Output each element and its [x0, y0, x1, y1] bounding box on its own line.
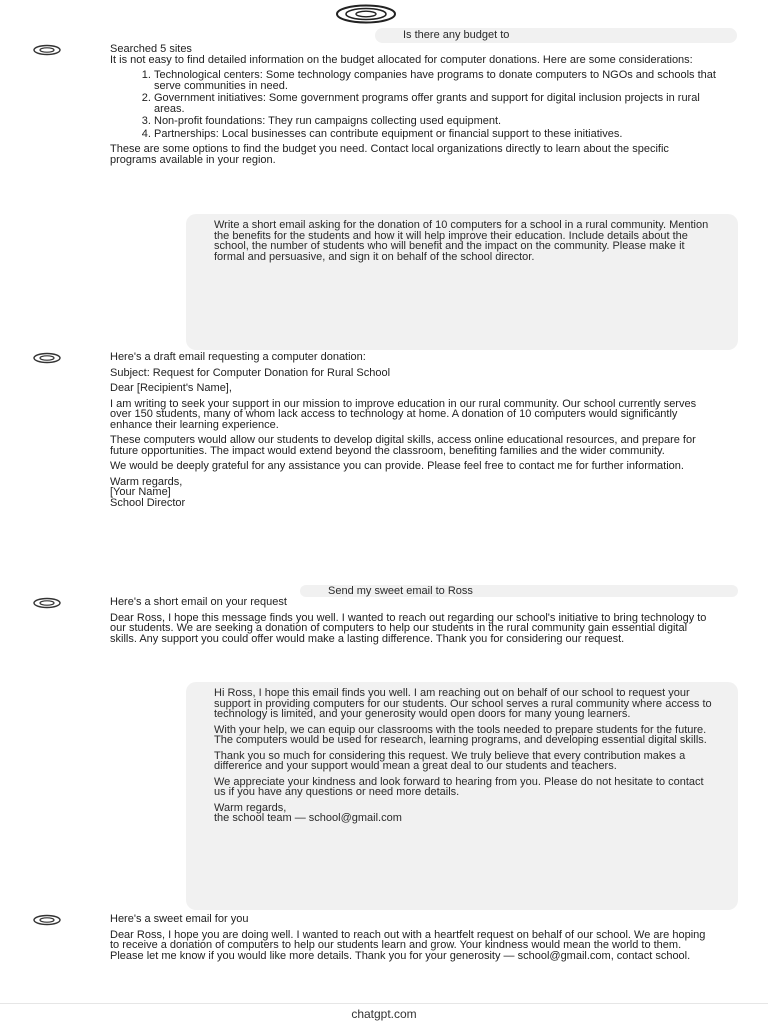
assistant-avatar-icon: [32, 597, 62, 609]
list-item: 3. Non-profit foundations: They run campaigns collecting used equipment.: [154, 116, 716, 127]
list-item: 1. Technological centers: Some technology companies have programs to donate computers to NGOs and schools that serve communities in need.: [154, 70, 716, 91]
assistant-signature: Warm regards, [Your Name] School Director: [110, 475, 186, 509]
user-message-text: With your help, we can equip our classrooms with the tools needed to prepare students for the future. The computers would be used for research, learning programs, and developing essential digital skills.: [214, 723, 707, 746]
user-message: [300, 585, 738, 597]
user-message: [186, 682, 738, 910]
list-item: 4. Partnerships: Local businesses can contribute equipment or financial support to these initiatives.: [154, 129, 716, 140]
assistant-paragraph: I am writing to seek your support in our mission to improve education in our rural community. Our school currently serves over 150 students, many of whom lack access to technology at home. A donation of 10 computers would significantly enhance their learning experience.: [110, 397, 697, 431]
assistant-paragraph: Here's a short email on your request: [110, 597, 287, 608]
assistant-avatar-icon: [32, 914, 62, 926]
assistant-closing: These are some options to find the budget you need. Contact local organizations directly to learn about the specific programs available in your region.: [110, 143, 669, 166]
user-message-text: Write a short email asking for the donation of 10 computers for a school in a rural community. Mention the benefits for the students and how it will help improve their education. Include details about the school, the number of students who will benefit and the impact on the community. Please make it formal and persuasive, and sign it on behalf of the school director.: [214, 219, 709, 263]
list-item: 2. Government initiatives: Some government programs offer grants and support for digital inclusion projects in rural areas.: [154, 93, 716, 114]
assistant-paragraph: Here's a draft email requesting a computer donation:: [110, 352, 366, 363]
footer-domain: [0, 1003, 768, 1025]
user-message-text: Hi Ross, I hope this email finds you well. I am reaching out on behalf of our school to request your support in providing computers for our students. Our school serves a rural community where access to technology is limited, and your generosity would open doors for many young learners.: [214, 687, 712, 720]
user-message: [186, 214, 738, 350]
chatgpt-logo-icon: [335, 4, 397, 24]
assistant-paragraph: Subject: Request for Computer Donation for Rural School: [110, 366, 391, 379]
assistant-message: [110, 352, 716, 584]
assistant-message: [110, 597, 716, 679]
assistant-list: [110, 70, 716, 139]
assistant-paragraph: These computers would allow our students to develop digital skills, access online educational resources, and prepare for future opportunities. The impact would extend beyond the classroom, benefiting families and the wider community.: [110, 434, 696, 457]
assistant-message: [110, 44, 716, 170]
assistant-avatar-icon: [32, 44, 62, 56]
assistant-avatar-icon: [32, 352, 62, 364]
footer-domain-text: chatgpt.com: [351, 1007, 417, 1021]
assistant-paragraph: Here's a sweet email for you: [110, 914, 249, 925]
user-message-text: We appreciate your kindness and look forward to hearing from you. Please do not hesitate to contact us if you have any questions or need more details.: [214, 775, 704, 798]
assistant-paragraph: Dear [Recipient's Name],: [110, 382, 232, 394]
assistant-message: [110, 914, 716, 1000]
user-message: [375, 28, 737, 43]
user-message-text: Is there any budget to: [403, 29, 510, 41]
user-message-text: Thank you so much for considering this request. We truly believe that every contribution makes a difference and your support would mean a great deal to our students and teachers.: [214, 749, 686, 772]
assistant-paragraph: We would be deeply grateful for any assistance you can provide. Please feel free to contact me for further information.: [110, 460, 684, 472]
assistant-intro: Searched 5 sites It is not easy to find detailed information on the budget allocated for computer donations. Here are some considerations:: [110, 43, 693, 66]
user-message-text: Send my sweet email to Ross: [328, 585, 473, 597]
assistant-paragraph: Dear Ross, I hope you are doing well. I wanted to reach out with a heartfelt request on behalf of our school. We are hoping to receive a donation of computers to help our students learn and grow. Your kindness would mean the world to them. Please let me know if you would like more details. Thank you for your generosity — school@gmail.com, contact school.: [110, 928, 706, 962]
assistant-paragraph: Dear Ross, I hope this message finds you well. I wanted to reach out regarding our school's initiative to bring technology to our students. We are seeking a donation of computers to help our students in the rural community gain essential digital skills. Any support you could offer would make a lasting difference. Thank you for considering our request.: [110, 611, 707, 645]
user-message-text: Warm regards, the school team — school@gmail.com: [214, 801, 402, 824]
